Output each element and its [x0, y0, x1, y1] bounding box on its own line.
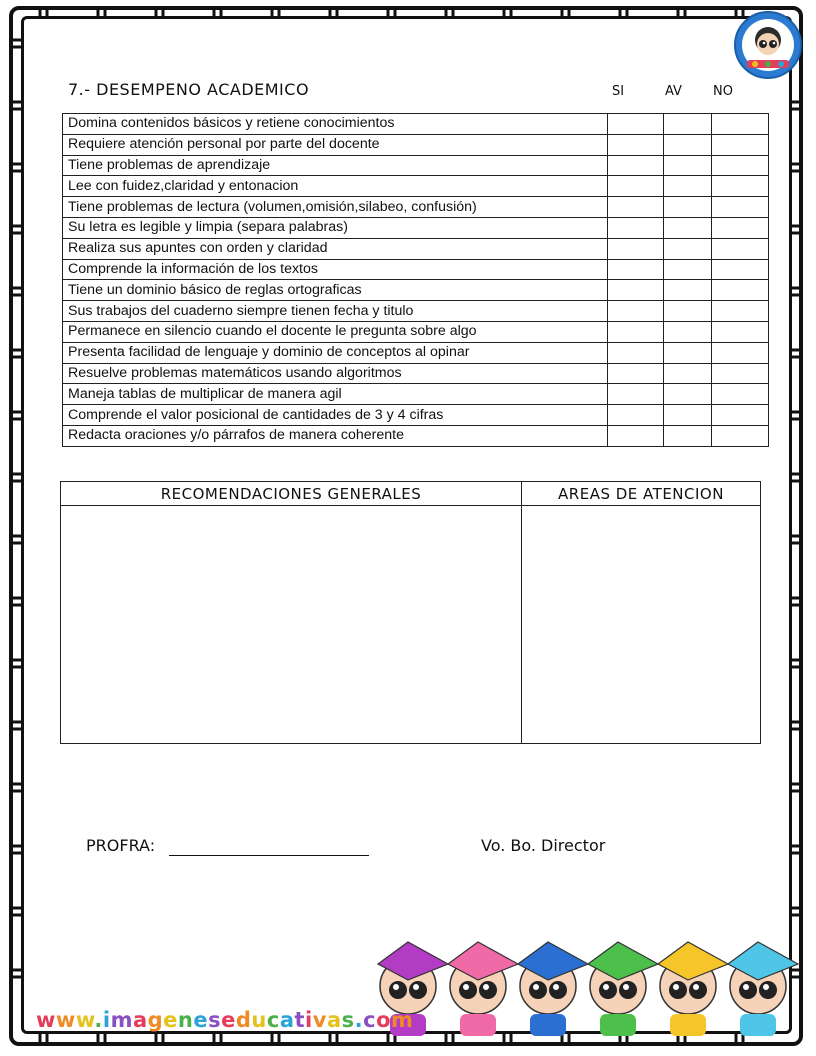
checkbox-cell-no[interactable]	[712, 259, 769, 280]
checkbox-cell-si[interactable]	[608, 301, 664, 322]
checkbox-cell-av[interactable]	[664, 197, 712, 218]
checkbox-cell-si[interactable]	[608, 259, 664, 280]
checkbox-cell-no[interactable]	[712, 405, 769, 426]
criterion-label: Domina contenidos básicos y retiene conocimientos	[63, 114, 608, 135]
criterion-label: Su letra es legible y limpia (separa palabras)	[63, 217, 608, 238]
criterion-label: Presenta facilidad de lenguaje y dominio de conceptos al opinar	[63, 342, 608, 363]
table-row	[63, 363, 769, 384]
table-row	[63, 217, 769, 238]
criterion-label: Tiene problemas de lectura (volumen,omisión,silabeo, confusión)	[63, 197, 608, 218]
recommendations-field[interactable]	[61, 506, 522, 743]
checkbox-cell-no[interactable]	[712, 321, 769, 342]
checkbox-cell-si[interactable]	[608, 280, 664, 301]
director-signature-label: Vo. Bo. Director	[481, 836, 606, 855]
table-row	[63, 405, 769, 426]
checkbox-cell-no[interactable]	[712, 425, 769, 446]
criterion-label: Tiene problemas de aprendizaje	[63, 155, 608, 176]
table-row	[63, 384, 769, 405]
column-header-av: AV	[665, 84, 682, 99]
table-row	[63, 155, 769, 176]
criterion-label: Lee con fuidez,claridad y entonacion	[63, 176, 608, 197]
checkbox-cell-si[interactable]	[608, 134, 664, 155]
logo-badge-icon	[733, 10, 803, 80]
criterion-label: Permanece en silencio cuando el docente le pregunta sobre algo	[63, 321, 608, 342]
checkbox-cell-si[interactable]	[608, 238, 664, 259]
recommendations-header: RECOMENDACIONES GENERALES	[61, 482, 522, 506]
checkbox-cell-no[interactable]	[712, 155, 769, 176]
checkbox-cell-av[interactable]	[664, 405, 712, 426]
table-row	[63, 259, 769, 280]
table-row	[63, 342, 769, 363]
checkbox-cell-no[interactable]	[712, 363, 769, 384]
checkbox-cell-si[interactable]	[608, 342, 664, 363]
attention-areas-header: AREAS DE ATENCION	[522, 482, 760, 506]
checkbox-cell-av[interactable]	[664, 301, 712, 322]
evaluation-table	[62, 113, 769, 447]
table-row	[63, 134, 769, 155]
checkbox-cell-av[interactable]	[664, 342, 712, 363]
checkbox-cell-no[interactable]	[712, 238, 769, 259]
criterion-label: Comprende el valor posicional de cantidades de 3 y 4 cifras	[63, 405, 608, 426]
checkbox-cell-no[interactable]	[712, 134, 769, 155]
checkbox-cell-no[interactable]	[712, 197, 769, 218]
checkbox-cell-si[interactable]	[608, 217, 664, 238]
checkbox-cell-no[interactable]	[712, 176, 769, 197]
table-row	[63, 238, 769, 259]
table-row	[63, 197, 769, 218]
checkbox-cell-si[interactable]	[608, 114, 664, 135]
table-row	[63, 280, 769, 301]
checkbox-cell-av[interactable]	[664, 114, 712, 135]
teacher-signature-label: PROFRA:	[86, 836, 156, 855]
checkbox-cell-av[interactable]	[664, 363, 712, 384]
teacher-signature-line[interactable]	[169, 855, 369, 856]
criterion-label: Tiene un dominio básico de reglas ortograficas	[63, 280, 608, 301]
checkbox-cell-av[interactable]	[664, 321, 712, 342]
checkbox-cell-av[interactable]	[664, 155, 712, 176]
column-header-no: NO	[713, 84, 733, 99]
checkbox-cell-av[interactable]	[664, 217, 712, 238]
table-row	[63, 301, 769, 322]
checkbox-cell-si[interactable]	[608, 321, 664, 342]
section-title: 7.- DESEMPENO ACADEMICO	[68, 80, 310, 99]
checkbox-cell-av[interactable]	[664, 425, 712, 446]
website-footer-text: www.imageneseducativas.com	[36, 1008, 414, 1032]
checkbox-cell-av[interactable]	[664, 384, 712, 405]
attention-areas-field[interactable]	[522, 506, 760, 743]
checkbox-cell-si[interactable]	[608, 155, 664, 176]
table-row	[63, 176, 769, 197]
criterion-label: Comprende la información de los textos	[63, 259, 608, 280]
graduates-illustration	[368, 918, 808, 1038]
table-row	[63, 425, 769, 446]
recommendations-box	[60, 481, 761, 744]
checkbox-cell-si[interactable]	[608, 363, 664, 384]
checkbox-cell-no[interactable]	[712, 342, 769, 363]
table-row	[63, 114, 769, 135]
criterion-label: Sus trabajos del cuaderno siempre tienen fecha y titulo	[63, 301, 608, 322]
checkbox-cell-no[interactable]	[712, 301, 769, 322]
checkbox-cell-no[interactable]	[712, 114, 769, 135]
criterion-label: Maneja tablas de multiplicar de manera agil	[63, 384, 608, 405]
criterion-label: Realiza sus apuntes con orden y claridad	[63, 238, 608, 259]
checkbox-cell-av[interactable]	[664, 134, 712, 155]
checkbox-cell-av[interactable]	[664, 280, 712, 301]
column-header-si: SI	[612, 84, 625, 99]
checkbox-cell-no[interactable]	[712, 280, 769, 301]
table-row	[63, 321, 769, 342]
checkbox-cell-si[interactable]	[608, 425, 664, 446]
checkbox-cell-no[interactable]	[712, 217, 769, 238]
criterion-label: Redacta oraciones y/o párrafos de manera coherente	[63, 425, 608, 446]
checkbox-cell-no[interactable]	[712, 384, 769, 405]
checkbox-cell-av[interactable]	[664, 259, 712, 280]
checkbox-cell-si[interactable]	[608, 384, 664, 405]
criterion-label: Requiere atención personal por parte del docente	[63, 134, 608, 155]
criterion-label: Resuelve problemas matemáticos usando algoritmos	[63, 363, 608, 384]
checkbox-cell-si[interactable]	[608, 405, 664, 426]
checkbox-cell-av[interactable]	[664, 238, 712, 259]
checkbox-cell-si[interactable]	[608, 197, 664, 218]
checkbox-cell-si[interactable]	[608, 176, 664, 197]
checkbox-cell-av[interactable]	[664, 176, 712, 197]
